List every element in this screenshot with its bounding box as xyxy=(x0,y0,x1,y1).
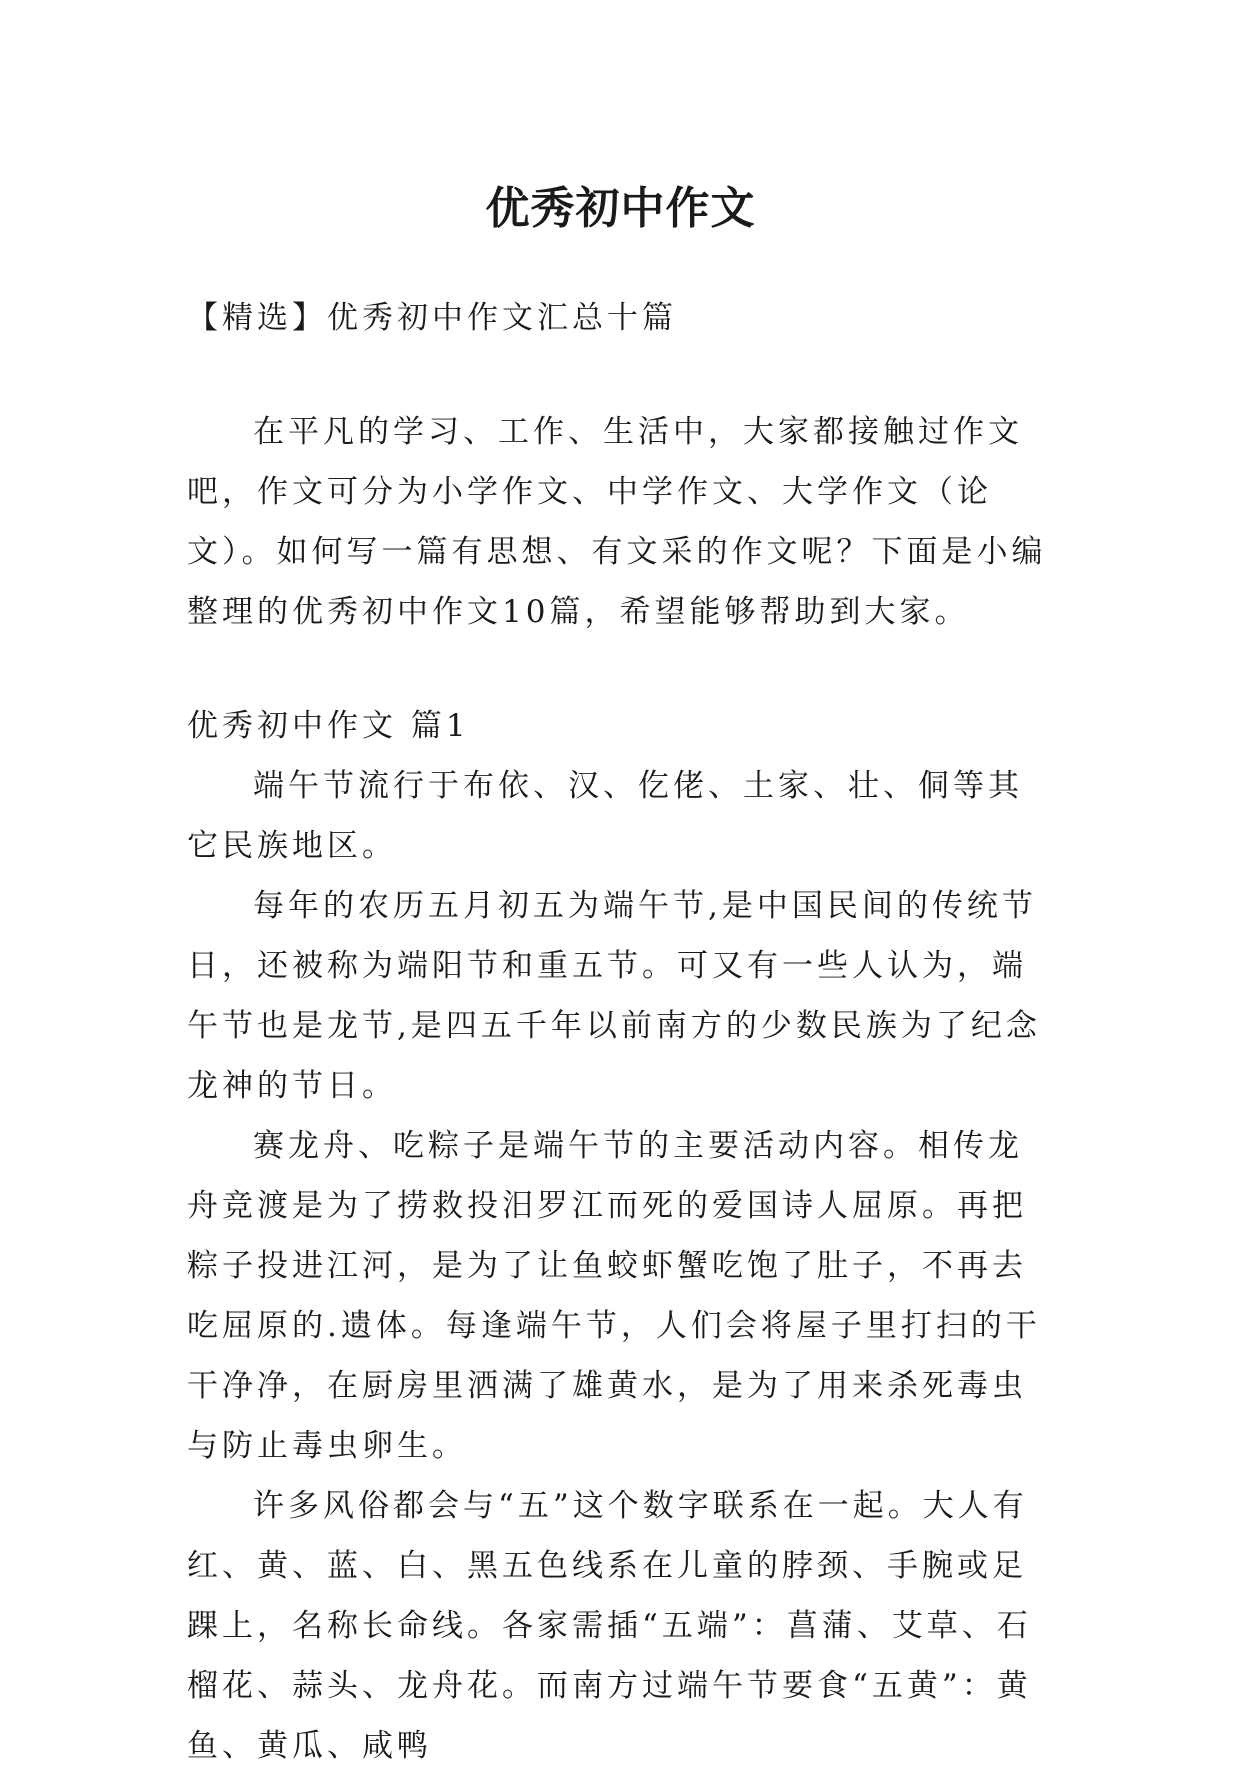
essay-paragraph: 许多风俗都会与“五”这个数字联系在一起。大人有红、黄、蓝、白、黑五色线系在儿童的脖颈、手腕或足踝上，名称长命线。各家需插“五端”：菖蒲、艾草、石榴花、蒜头、龙舟花。而南方过端午节要食“五黄”：黄鱼、黄瓜、咸鸭 xyxy=(187,1488,1032,1764)
essay-paragraph: 端午节流行于布依、汉、仡佬、土家、壮、侗等其它民族地区。 xyxy=(187,768,1023,864)
essay-paragraph: 每年的农历五月初五为端午节,是中国民间的传统节日，还被称为端阳节和重五节。可又有一些人认为，端午节也是龙节,是四五千年以前南方的少数民族为了纪念龙神的节日。 xyxy=(187,888,1041,1104)
essay-paragraph: 赛龙舟、吃粽子是端午节的主要活动内容。相传龙舟竞渡是为了捞救投汨罗江而死的爱国诗人屈原。再把粽子投进江河，是为了让鱼蛟虾蟹吃饱了肚子，不再去吃屈原的.遗体。每逢端午节，人们会将屋子里打扫的干干净净，在厨房里洒满了雄黄水，是为了用来杀死毒虫与防止毒虫卵生。 xyxy=(187,1128,1041,1464)
essay-heading: 优秀初中作文 篇1 xyxy=(187,708,470,744)
essay-section xyxy=(187,696,1057,1776)
document-subtitle: 【精选】优秀初中作文汇总十篇 xyxy=(187,300,677,336)
page-title: 优秀初中作文 xyxy=(485,183,756,235)
intro-paragraph: 在平凡的学习、工作、生活中，大家都接触过作文吧，作文可分为小学作文、中学作文、大学作文（论文）。如何写一篇有思想、有文采的作文呢？下面是小编整理的优秀初中作文10篇，希望能够帮助到大家。 xyxy=(187,414,1047,630)
